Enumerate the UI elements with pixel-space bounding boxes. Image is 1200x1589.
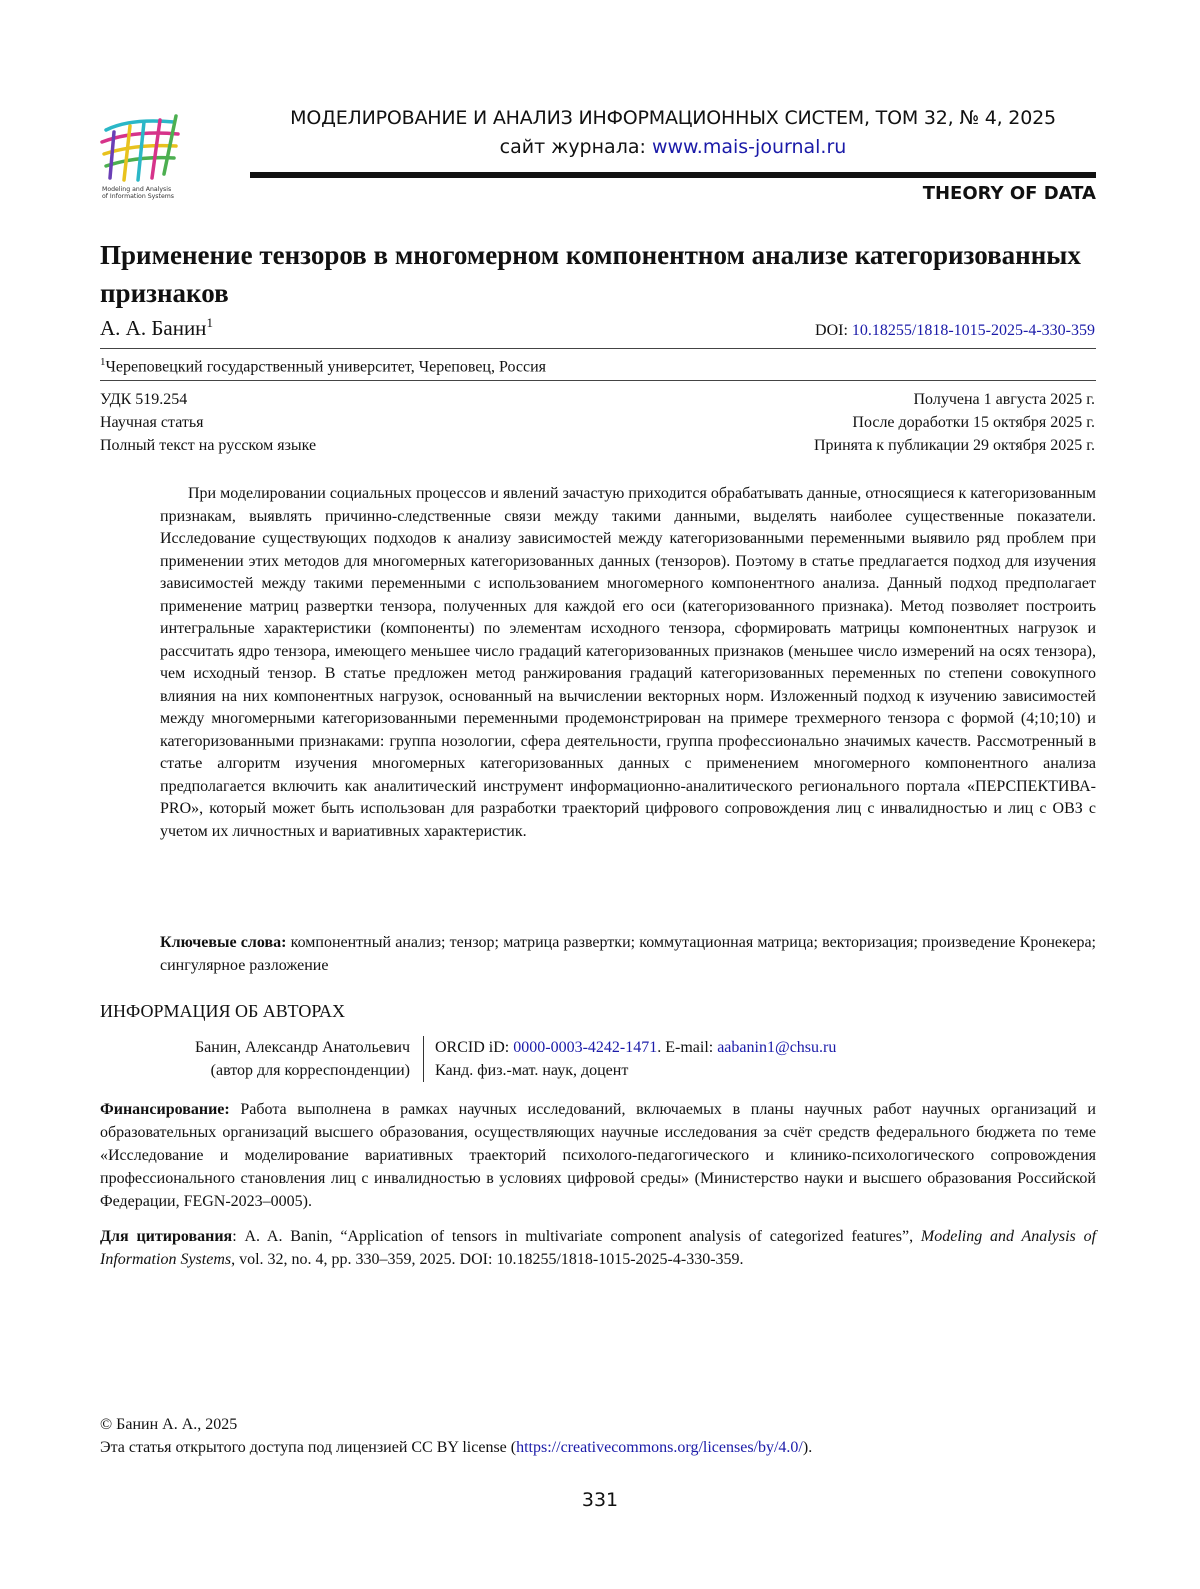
language-note: Полный текст на русском языке — [100, 437, 317, 454]
header-rule — [250, 172, 1096, 178]
email-label: . E-mail: — [657, 1039, 714, 1056]
affiliation-text: Череповецкий государственный университет, Череповец, Россия — [105, 358, 547, 376]
svg-text:of Information Systems: of Information Systems — [102, 193, 175, 200]
journal-logo-icon — [100, 108, 184, 200]
citation-label: Для цитирования — [100, 1228, 233, 1245]
keywords — [160, 931, 1096, 977]
license-line — [100, 1439, 812, 1457]
keywords-text: компонентный анализ; тензор; матрица развертки; коммутационная матрица; векторизация; произведение Кронекера; сингулярное разложение — [160, 934, 1096, 974]
author-full-name: Банин, Александр Анатольевич — [194, 1039, 410, 1056]
citation — [100, 1225, 1096, 1271]
svg-text:Modeling and Analysis: Modeling and Analysis — [102, 186, 172, 193]
orcid-label: ORCID iD: — [435, 1039, 510, 1056]
citation-suffix: , vol. 32, no. 4, pp. 330–359, 2025. DOI: 10.18255/1818-1015-2025-4-330-359. — [231, 1251, 744, 1268]
udk: УДК 519.254 — [100, 391, 188, 408]
orcid-link[interactable]: 0000-0003-4242-1471 — [513, 1039, 658, 1056]
article-meta-left — [100, 388, 316, 457]
email-link[interactable]: aabanin1@chsu.ru — [717, 1039, 837, 1056]
author-name: А. А. Банин — [100, 316, 207, 340]
doi-link[interactable]: 10.18255/1818-1015-2025-4-330-359 — [851, 322, 1095, 339]
affiliation — [100, 356, 546, 376]
article-title: Применение тензоров в многомерном компонентном анализе категоризованных признаков — [100, 240, 1081, 308]
accepted-date: Принята к публикации 29 октября 2025 г. — [813, 437, 1095, 454]
doi-line — [815, 322, 1095, 340]
section-label: THEORY OF DATA — [922, 183, 1096, 204]
author-info-name-block — [100, 1036, 410, 1082]
citation-journal: Modeling and Analysis of Information Systems — [100, 1228, 1097, 1268]
page-number: 331 — [581, 1489, 619, 1511]
authors-info-heading: ИНФОРМАЦИЯ ОБ АВТОРАХ — [100, 1001, 346, 1021]
divider — [100, 380, 1096, 381]
received-date: Получена 1 августа 2025 г. — [913, 391, 1095, 408]
citation-prefix: : A. A. Banin, “Application of tensors in multivariate component analysis of categorized features”, — [232, 1228, 914, 1245]
author-contacts — [435, 1036, 836, 1059]
keywords-label: Ключевые слова: — [160, 934, 287, 951]
license-link[interactable]: https://creativecommons.org/licenses/by/4.0/ — [516, 1439, 803, 1456]
affiliation-mark: 1 — [100, 356, 106, 368]
article-type: Научная статья — [100, 414, 204, 431]
author-info-divider — [423, 1036, 424, 1082]
revised-date: После доработки 15 октября 2025 г. — [852, 414, 1095, 431]
author-affil-mark: 1 — [206, 315, 213, 330]
author-info-details — [435, 1036, 836, 1082]
author-role: (автор для корреспонденции) — [210, 1062, 410, 1079]
funding — [100, 1098, 1096, 1213]
journal-site-line — [250, 136, 1096, 158]
divider — [100, 348, 1096, 349]
journal-title-line: МОДЕЛИРОВАНИЕ И АНАЛИЗ ИНФОРМАЦИОННЫХ СИСТЕМ, ТОМ 32, № 4, 2025 — [290, 107, 1056, 129]
site-link[interactable]: www.mais-journal.ru — [651, 136, 847, 158]
copyright: © Банин А. А., 2025 — [100, 1416, 238, 1433]
article-dates — [814, 388, 1095, 457]
author-line — [100, 315, 213, 341]
license-end: ). — [802, 1439, 813, 1456]
funding-text: Работа выполнена в рамках научных исследований, включаемых в планы научных работ научных организаций и образовательных организаций высшего образования, осуществляющих научные исследования за счёт средств федерального бюджета по теме «Исследование и моделирование вариативных траекторий психолого-педагогического и клинико-психологического сопровождения профессионального становления лиц с инвалидностью в условиях цифровой среды» (Министерство науки и высшего образования Российской Федерации, FEGN-2023–0005). — [100, 1101, 1096, 1210]
abstract: При моделировании социальных процессов и явлений зачастую приходится обрабатывать данные, относящиеся к категоризованным признакам, выявлять причинно-следственные связи между такими данными, выделять наиболее существенные показатели. Исследование существующих подходов к анализу зависимостей между категоризованными переменными выявило ряд проблем при применении этих методов для многомерных категоризованных данных (тензоров). Поэтому в статье предлагается подход для изучения зависимостей между такими переменными с использованием многомерного компонентного анализа. Данный подход предполагает применение матриц развертки тензора, полученных для каждой его оси (категоризованного признака). Метод позволяет построить интегральные характеристики (компоненты) по элементам исходного тензора, сформировать матрицы компонентных нагрузок и рассчитать ядро тензора, имеющего меньшее число градаций категоризованных признаков (меньшее число измерений на осях тензора), чем исходный тензор. В статье предложен метод ранжирования градаций категоризованных переменных по степени совокупного влияния на них компонентных нагрузок, основанный на вычислении векторных норм. Изложенный подход к изучению зависимостей между многомерными категоризованными переменными продемонстрирован на примере трехмерного тензора с формой (4;10;10) и категоризованными признаками: группа нозологии, сфера деятельности, группа профессионально значимых качеств. Рассмотренный в статье алгоритм изучения многомерных категоризованных данных с применением многомерного компонентного анализа предполагается включить как аналитический инструмент информационно-аналитического регионального портала «ПЕРСПЕКТИВА-PRO», который может быть использован для разработки траекторий цифрового сопровождения лиц с инвалидностью и лиц с ОВЗ с учетом их личностных и вариативных характеристик. — [160, 485, 1096, 840]
author-degree: Канд. физ.-мат. наук, доцент — [435, 1062, 629, 1079]
journal-logo — [100, 108, 184, 200]
doi-label: DOI: — [815, 322, 848, 339]
site-label: сайт журнала: — [499, 136, 646, 158]
funding-label: Финансирование: — [100, 1101, 230, 1118]
license-text: Эта статья открытого доступа под лицензией CC BY license ( — [100, 1439, 517, 1456]
